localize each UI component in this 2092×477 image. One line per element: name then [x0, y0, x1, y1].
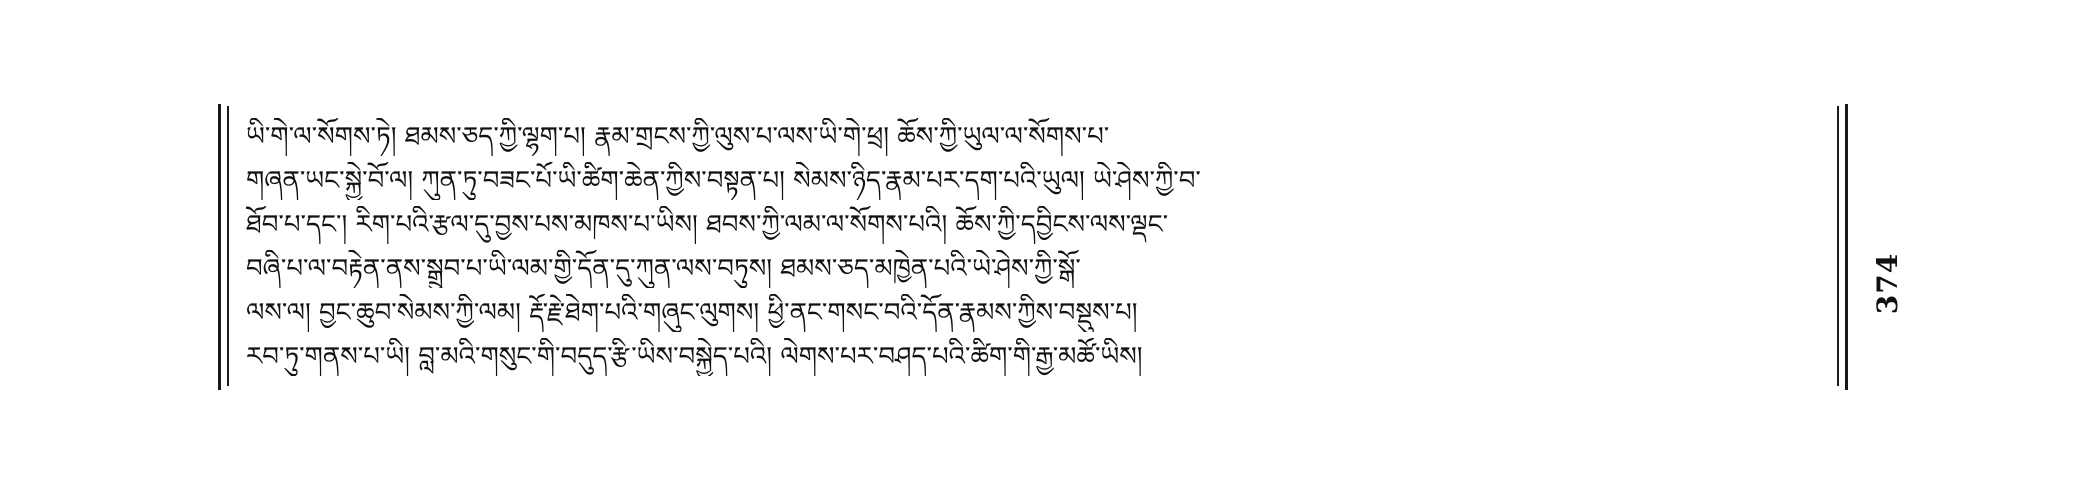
text-block	[246, 118, 1826, 380]
right-border-outer-rule	[1845, 104, 1848, 390]
folio-number-text: 374	[1871, 252, 1905, 314]
left-border-outer-rule	[218, 104, 221, 390]
text-line-6: རབ་ཏུ་གནས་པ་ཡི། བླ་མའི་གསུང་གི་བདུད་རྩི་ཡིས་བསྐྱེད་པའི། ལེགས་པར་བཤད་པའི་ཚིག་གི་རྒྱ་མཚོ་ཡིས།	[246, 342, 1143, 372]
text-line-1: ཡི་གེ་ལ་སོགས་ཏེ། ཐམས་ཅད་ཀྱི་ལྷག་པ། རྣམ་གྲངས་ཀྱི་ལུས་པ་ལས་ཡི་གེ་ཕྲ། ཆོས་ཀྱི་ཡུལ་ལ་སོགས་པ་	[246, 122, 1110, 152]
text-line-3: ཐོབ་པ་དང་། རིག་པའི་རྩལ་དུ་བྱས་པས་མཁས་པ་ཡིས། ཐབས་ཀྱི་ལམ་ལ་སོགས་པའི། ཆོས་ཀྱི་དབྱིངས་ལས་ལྡང་	[246, 210, 1169, 240]
text-line-5: ལས་ལ། བྱང་ཆུབ་སེམས་ཀྱི་ལམ། རྡོ་རྗེ་ཐེག་པའི་གཞུང་ལུགས། ཕྱི་ནང་གསང་བའི་དོན་རྣམས་ཀྱིས་བསྡུས་པ།	[246, 298, 1138, 328]
text-line-2: གཞན་ཡང་སྐྱེ་བོ་ལ། ཀུན་ཏུ་བཟང་པོ་ཡི་ཚིག་ཆེན་ཀྱིས་བསྟན་པ། སེམས་ཉིད་རྣམ་པར་དག་པའི་ཡུལ། ཡེ་ཤེས་ཀྱི་བ་	[246, 166, 1201, 196]
right-border-inner-rule	[1837, 106, 1839, 386]
text-frame	[218, 104, 1848, 390]
folio-number	[1868, 248, 1908, 318]
text-line-4: བཞི་པ་ལ་བརྟེན་ནས་སྒྲུབ་པ་ཡི་ལམ་གྱི་དོན་དུ་ཀུན་ལས་བཏུས། ཐམས་ཅད་མཁྱེན་པའི་ཡེ་ཤེས་ཀྱི་སྒོ་	[246, 254, 1081, 284]
left-border-inner-rule	[227, 106, 229, 386]
